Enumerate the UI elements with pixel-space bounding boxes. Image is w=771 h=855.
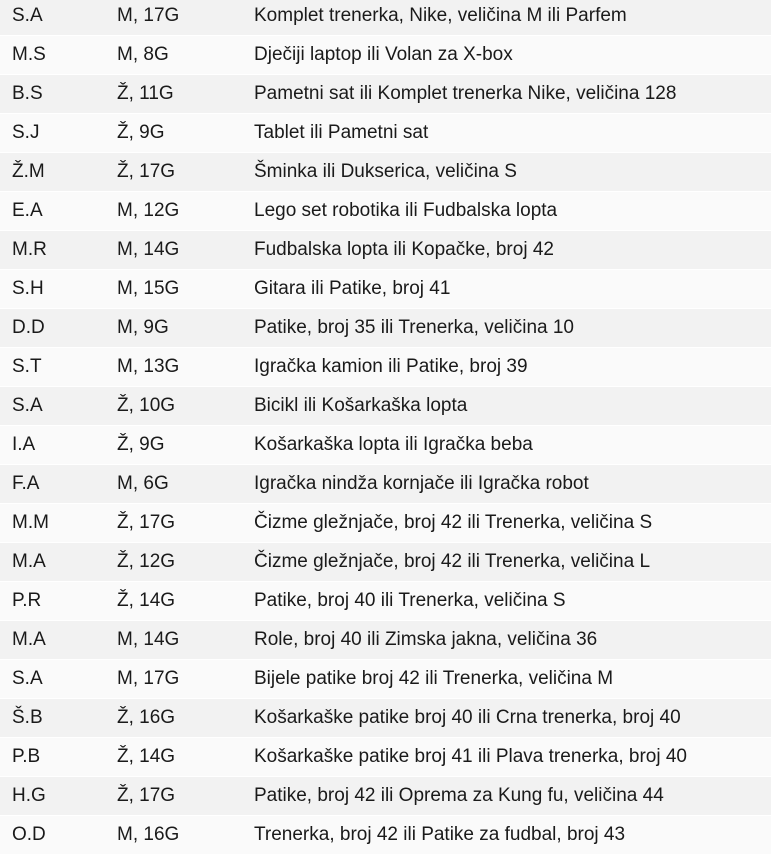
table-row [0,582,771,621]
initials-cell: P.R [12,590,42,611]
gender-age-cell: M, 14G [117,239,180,260]
gender-age-cell: M, 15G [117,278,180,299]
table-row [0,348,771,387]
gift-cell: Bicikl ili Košarkaška lopta [254,395,468,416]
initials-cell: D.D [12,317,45,338]
gender-age-cell: M, 14G [117,629,180,650]
gift-cell: Šminka ili Dukserica, veličina S [254,161,517,182]
gender-age-cell: M, 16G [117,824,180,845]
table-row [0,192,771,231]
gender-age-cell: Ž, 17G [117,512,176,533]
initials-cell: S.J [12,122,40,143]
initials-cell: I.A [12,434,36,455]
initials-cell: Ž.M [12,161,45,182]
table-row [0,738,771,777]
initials-cell: M.A [12,629,46,650]
initials-cell: B.S [12,83,43,104]
table-row [0,465,771,504]
gift-cell: Čizme gležnjače, broj 42 ili Trenerka, veličina S [254,512,653,533]
table-row [0,660,771,699]
gift-cell: Čizme gležnjače, broj 42 ili Trenerka, veličina L [254,551,651,572]
table-row [0,114,771,153]
initials-cell: S.A [12,395,43,416]
initials-cell: S.T [12,356,42,377]
gift-cell: Košarkaške patike broj 40 ili Crna trenerka, broj 40 [254,707,681,728]
gender-age-cell: Ž, 14G [117,746,176,767]
initials-cell: M.M [12,512,49,533]
gender-age-cell: M, 9G [117,317,169,338]
initials-cell: H.G [12,785,46,806]
gift-cell: Tablet ili Pametni sat [254,122,429,143]
gender-age-cell: Ž, 14G [117,590,176,611]
gift-cell: Košarkaške patike broj 41 ili Plava trenerka, broj 40 [254,746,688,767]
gift-cell: Bijele patike broj 42 ili Trenerka, veličina M [254,668,614,689]
table-row [0,36,771,75]
gift-cell: Fudbalska lopta ili Kopačke, broj 42 [254,239,554,260]
gift-cell: Komplet trenerka, Nike, veličina M ili Parfem [254,5,627,26]
gift-cell: Trenerka, broj 42 ili Patike za fudbal, broj 43 [254,824,626,845]
gender-age-cell: M, 17G [117,5,180,26]
initials-cell: O.D [12,824,46,845]
gift-cell: Košarkaška lopta ili Igračka beba [254,434,533,455]
table-row [0,270,771,309]
gender-age-cell: Ž, 17G [117,785,176,806]
gift-cell: Gitara ili Patike, broj 41 [254,278,451,299]
gender-age-cell: M, 13G [117,356,180,377]
gender-age-cell: M, 6G [117,473,169,494]
gender-age-cell: M, 8G [117,44,169,65]
gender-age-cell: Ž, 12G [117,551,176,572]
table-row [0,699,771,738]
gender-age-cell: Ž, 10G [117,395,176,416]
gift-cell: Patike, broj 40 ili Trenerka, veličina S [254,590,566,611]
initials-cell: F.A [12,473,40,494]
table-row [0,816,771,855]
table-row [0,153,771,192]
initials-cell: M.A [12,551,46,572]
gift-cell: Role, broj 40 ili Zimska jakna, veličina 36 [254,629,598,650]
table-row [0,777,771,816]
initials-cell: S.H [12,278,44,299]
gift-cell: Igračka nindža kornjače ili Igračka robot [254,473,589,494]
initials-cell: P.B [12,746,41,767]
initials-cell: S.A [12,5,43,26]
table-row [0,309,771,348]
gift-cell: Dječiji laptop ili Volan za X-box [254,44,513,65]
table-row [0,543,771,582]
gender-age-cell: M, 17G [117,668,180,689]
table-row [0,504,771,543]
initials-cell: E.A [12,200,43,221]
table-row [0,387,771,426]
initials-cell: M.R [12,239,47,260]
gender-age-cell: Ž, 16G [117,707,176,728]
gift-cell: Pametni sat ili Komplet trenerka Nike, veličina 128 [254,83,677,104]
gender-age-cell: M, 12G [117,200,180,221]
gender-age-cell: Ž, 17G [117,161,176,182]
gift-cell: Lego set robotika ili Fudbalska lopta [254,200,558,221]
gender-age-cell: Ž, 11G [117,83,174,104]
gender-age-cell: Ž, 9G [117,434,165,455]
gift-cell: Igračka kamion ili Patike, broj 39 [254,356,528,377]
table-row [0,0,771,36]
gender-age-cell: Ž, 9G [117,122,165,143]
gift-cell: Patike, broj 42 ili Oprema za Kung fu, veličina 44 [254,785,664,806]
table-row [0,75,771,114]
table-row [0,426,771,465]
initials-cell: S.A [12,668,43,689]
table-row [0,231,771,270]
initials-cell: M.S [12,44,46,65]
table-row [0,621,771,660]
gift-cell: Patike, broj 35 ili Trenerka, veličina 10 [254,317,574,338]
initials-cell: Š.B [12,707,43,728]
